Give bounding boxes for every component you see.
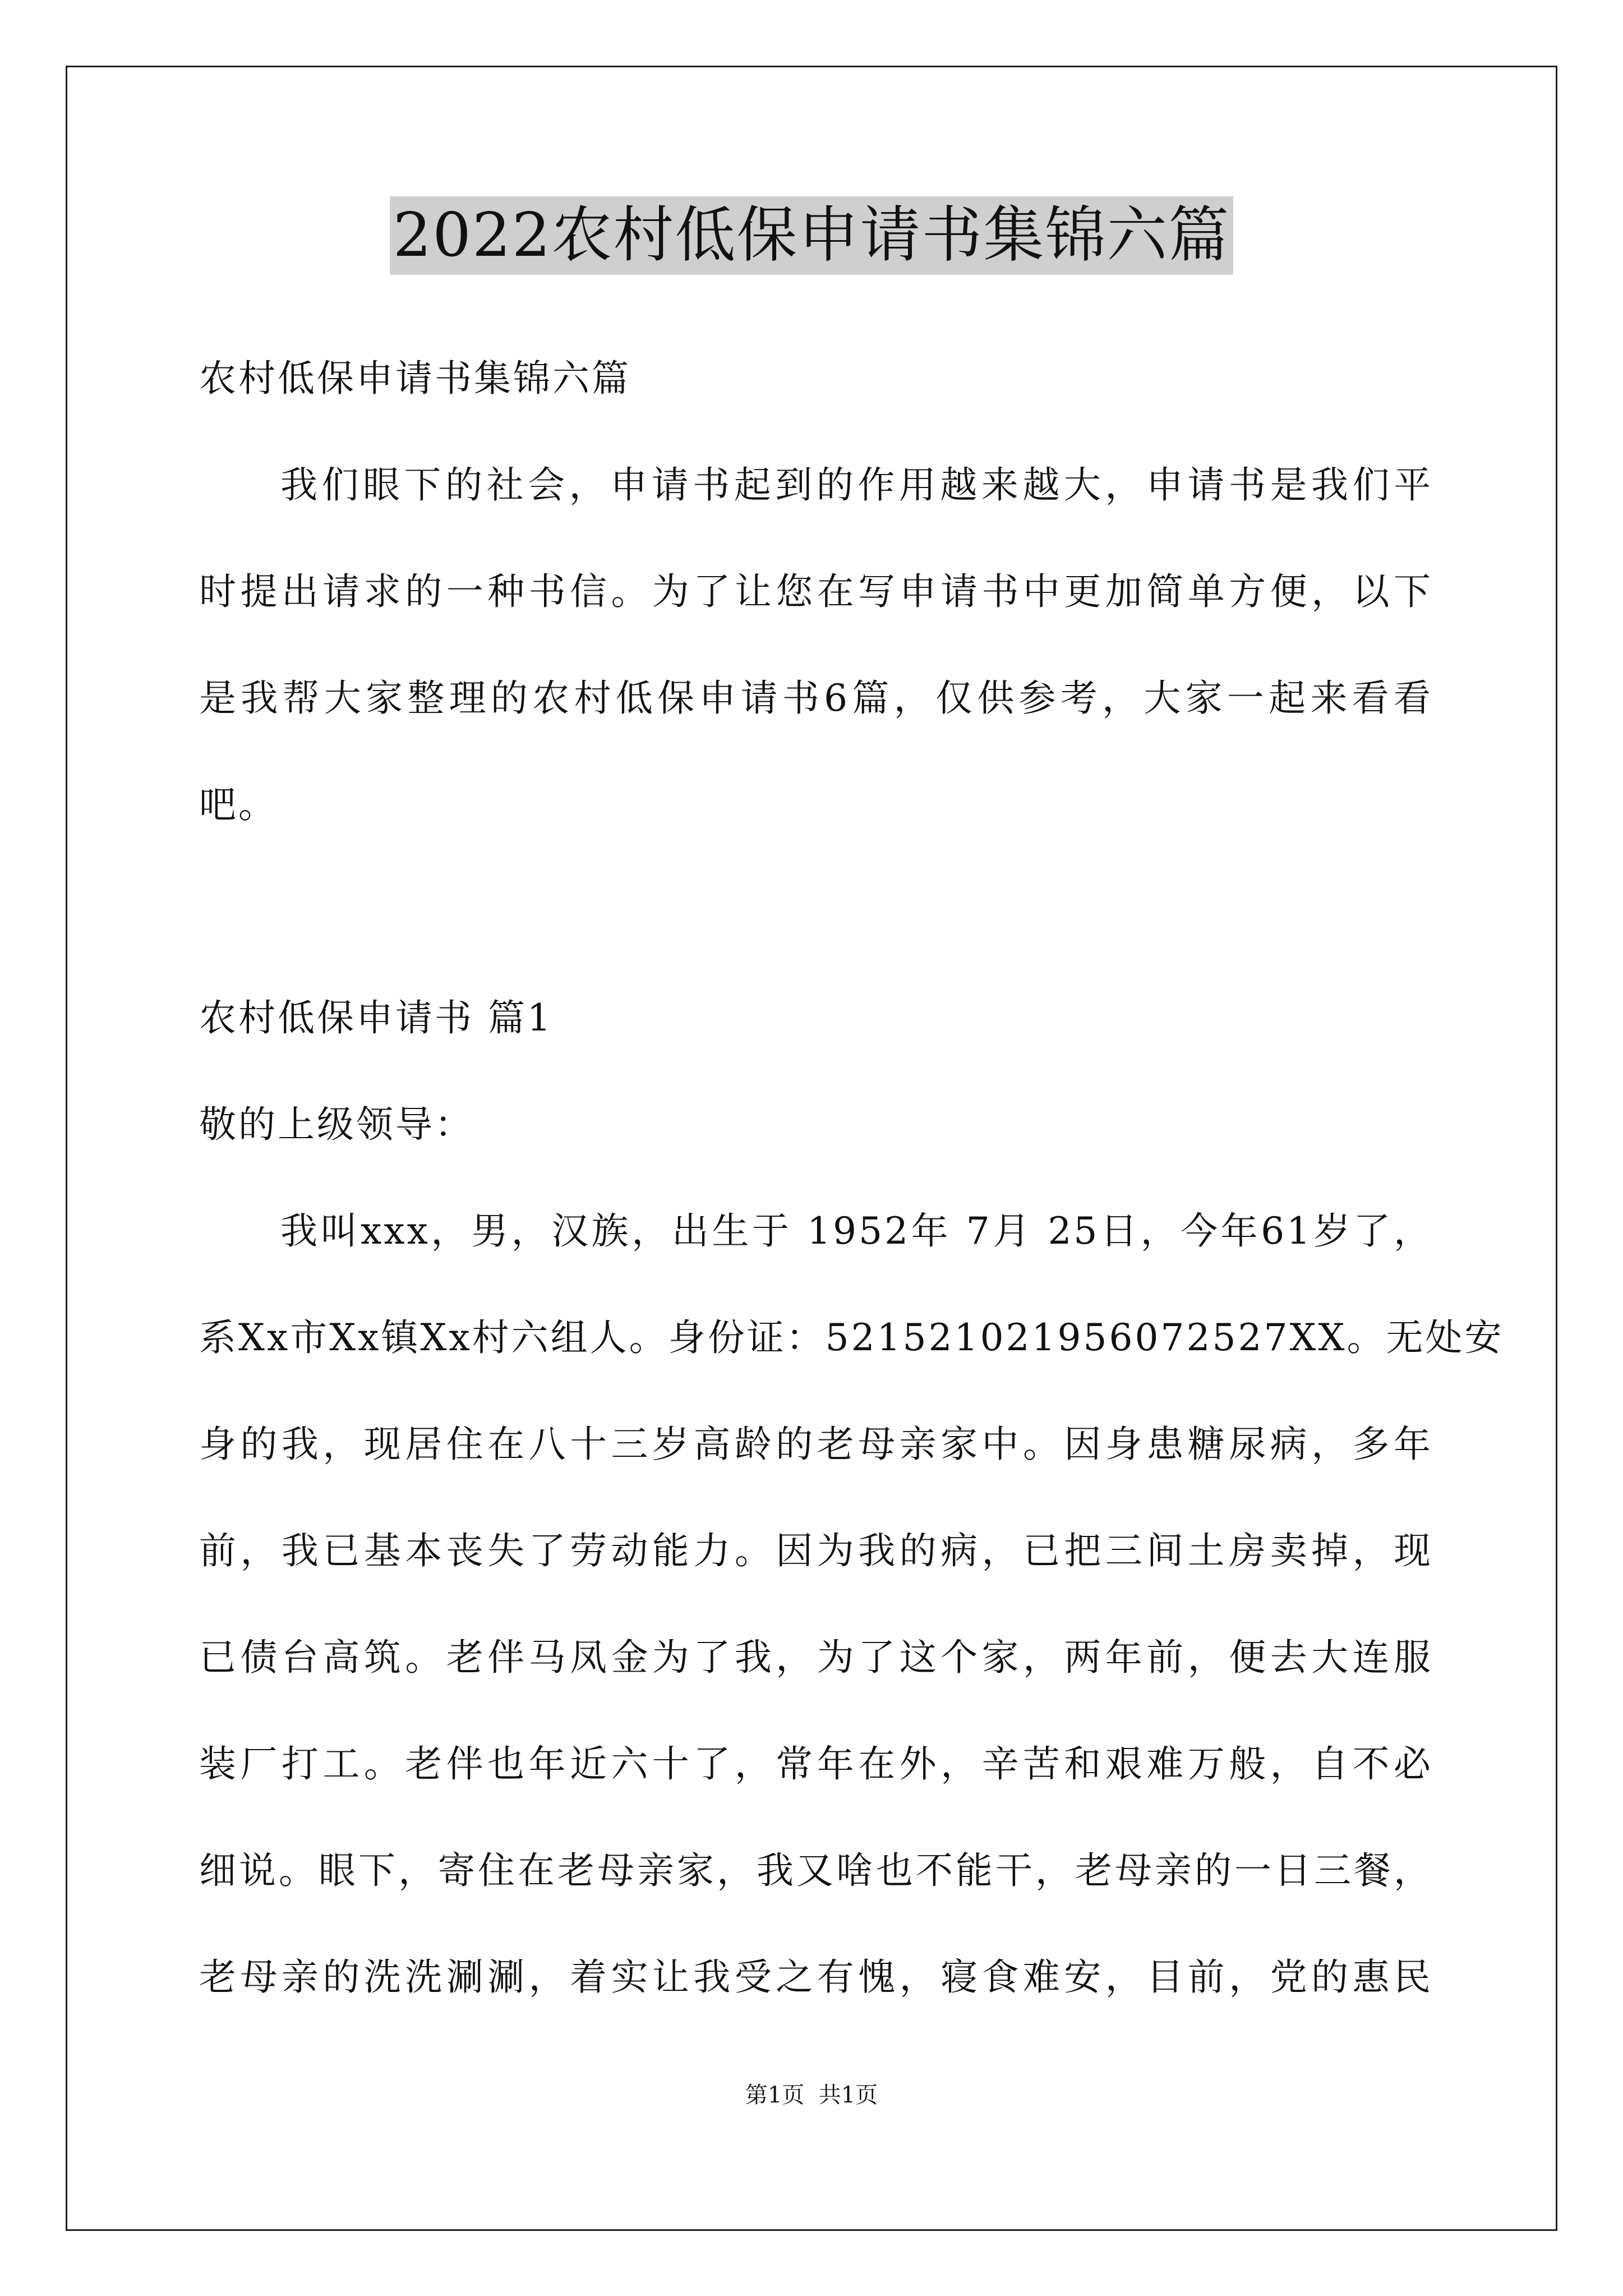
document-title: 2022农村低保申请书集锦六篇	[390, 196, 1234, 275]
page-footer: 第1页 共1页	[745, 2082, 878, 2108]
body-line-2: 系Xx市Xx镇Xx村六组人。身份证：521521021956072527XX。无处安	[199, 1316, 1504, 1359]
body-line-6: 装厂打工。老伴也年近六十了，常年在外，辛苦和艰难万般，自不必	[199, 1742, 1433, 1786]
body-line-1: 我叫xxx，男，汉族，出生于 1952年 7月 25日，今年61岁了，	[280, 1209, 1433, 1253]
intro-line-4: 吧。	[199, 783, 278, 826]
intro-line-3: 是我帮大家整理的农村低保申请书6篇，仅供参考，大家一起来看看	[199, 677, 1433, 720]
salutation: 敬的上级领导：	[199, 1103, 474, 1146]
body-line-5: 已债台高筑。老伴马凤金为了我，为了这个家，两年前，便去大连服	[199, 1636, 1433, 1679]
document-subtitle: 农村低保申请书集锦六篇	[199, 357, 631, 400]
intro-line-1: 我们眼下的社会，申请书起到的作用越来越大，申请书是我们平	[280, 463, 1433, 507]
body-line-8: 老母亲的洗洗涮涮，着实让我受之有愧，寝食难安，目前，党的惠民	[199, 1955, 1433, 1999]
body-line-3: 身的我，现居住在八十三岁高龄的老母亲家中。因身患糖尿病，多年	[199, 1423, 1433, 1466]
title-container	[0, 196, 1623, 275]
body-line-4: 前，我已基本丧失了劳动能力。因为我的病，已把三间土房卖掉，现	[199, 1529, 1433, 1572]
intro-line-2: 时提出请求的一种书信。为了让您在写申请书中更加简单方便，以下	[199, 570, 1433, 613]
section-heading: 农村低保申请书 篇1	[199, 996, 553, 1039]
body-line-7: 细说。眼下，寄住在老母亲家，我又啥也不能干，老母亲的一日三餐，	[199, 1849, 1433, 1892]
